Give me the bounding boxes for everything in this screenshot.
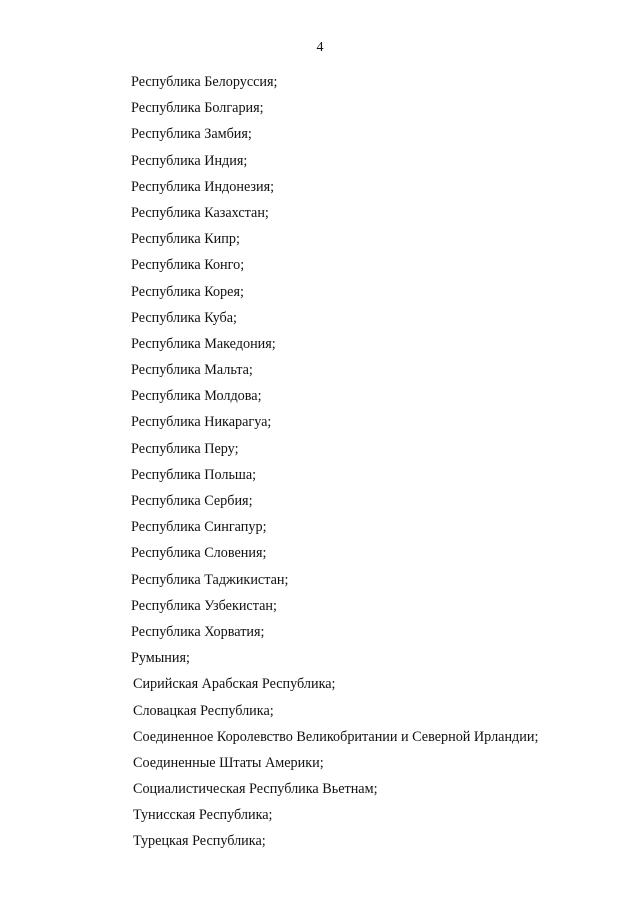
list-item: Республика Сингапур; (131, 519, 267, 536)
list-item: Республика Никарагуа; (131, 414, 272, 431)
list-item: Республика Молдова; (131, 388, 262, 405)
list-item: Республика Перу; (131, 440, 239, 457)
list-item: Республика Хорватия; (131, 623, 265, 640)
list-item: Республика Куба; (131, 309, 237, 326)
list-item: Республика Замбия; (131, 126, 252, 143)
list-item: Турецкая Республика; (133, 833, 266, 850)
list-item: Соединенное Королевство Великобритании и Северной Ирландии; (133, 728, 539, 745)
list-item: Республика Белоруссия; (131, 74, 278, 90)
list-item: Социалистическая Республика Вьетнам; (133, 781, 378, 798)
country-list (131, 72, 611, 858)
list-item: Республика Узбекистан; (131, 597, 277, 614)
list-item: Республика Польша; (131, 466, 257, 483)
list-item: Словацкая Республика; (133, 702, 274, 719)
list-item: Соединенные Штаты Америки; (133, 754, 324, 771)
list-item: Республика Мальта; (131, 362, 253, 379)
list-item: Республика Казахстан; (131, 204, 269, 221)
list-item: Республика Индонезия; (131, 178, 275, 195)
list-item: Республика Таджикистан; (131, 571, 289, 588)
list-item: Республика Сербия; (131, 493, 253, 509)
list-item: Румыния; (131, 650, 190, 667)
list-item: Республика Словения; (131, 545, 267, 562)
list-item: Республика Болгария; (131, 100, 264, 117)
list-item: Тунисская Республика; (133, 807, 273, 824)
page-number: 4 (316, 40, 324, 55)
list-item: Сирийская Арабская Республика; (133, 676, 336, 693)
list-item: Республика Македония; (131, 335, 276, 352)
list-item: Республика Индия; (131, 152, 248, 169)
list-item: Республика Конго; (131, 257, 245, 274)
list-item: Республика Кипр; (131, 231, 240, 248)
list-item: Республика Корея; (131, 283, 244, 300)
